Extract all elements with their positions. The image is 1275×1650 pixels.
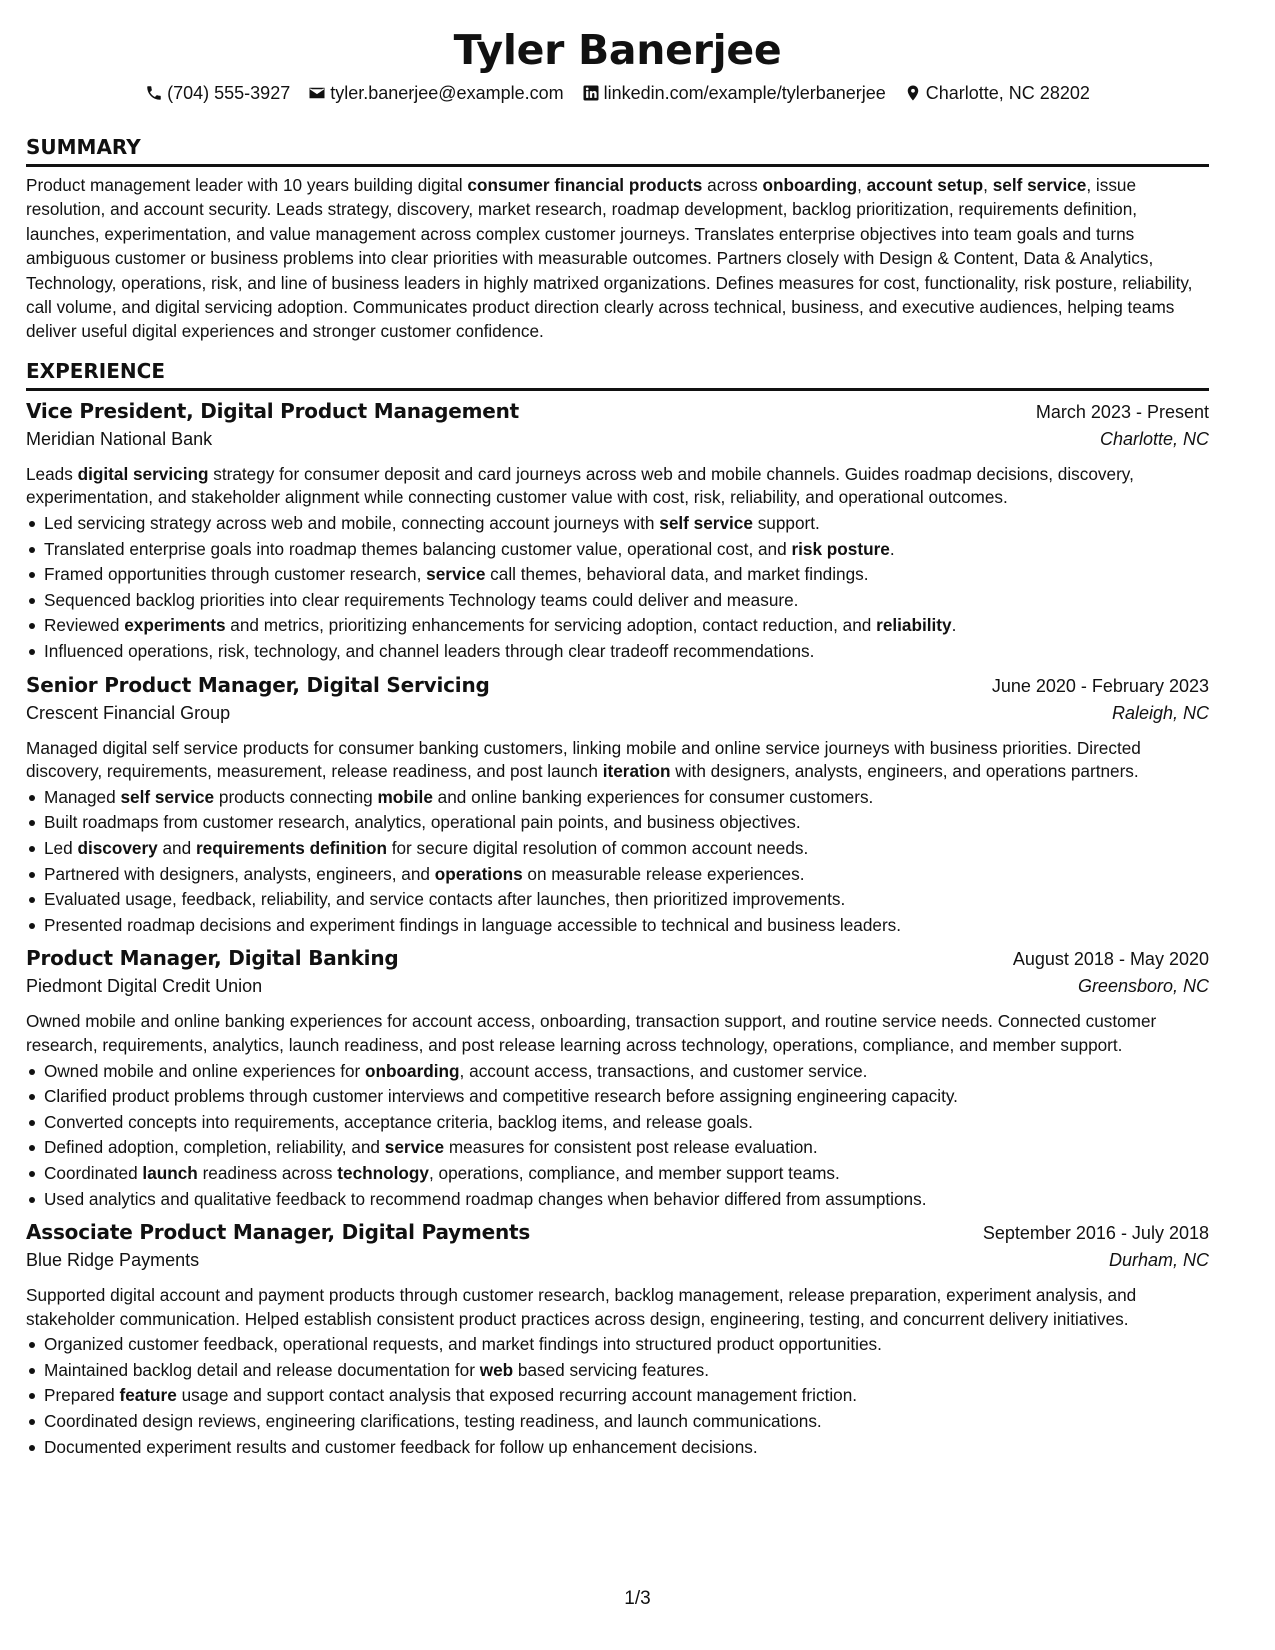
job-header <box>26 673 1209 703</box>
text-run: Managed <box>44 786 121 807</box>
text-run: Framed opportunities through customer research, <box>44 564 427 585</box>
job-company: Blue Ridge Payments <box>26 1250 200 1271</box>
text-run: Influenced operations, risk, technology, and channel leaders through clear tradeoff recommendations. <box>44 641 815 661</box>
text-run: Translated enterprise goals into roadmap themes balancing customer value, operational cost, and <box>44 538 792 559</box>
text-run: Owned mobile and online banking experiences for account access, onboarding, transaction support, and routine service needs. Connected customer research, requirements, analytics, launch readiness, and post release learning across technology, operations, compliance, and member support. <box>26 1011 1157 1055</box>
contact-location <box>904 83 1090 104</box>
text-run: , <box>983 175 993 195</box>
text-run: Maintained backlog detail and release documentation for <box>44 1359 480 1380</box>
bold-keyword: requirements definition <box>195 837 387 858</box>
text-run: Prepared <box>44 1385 120 1406</box>
bold-keyword: experiments <box>124 615 226 636</box>
job-location: Raleigh, NC <box>1111 702 1209 723</box>
text-run: Partnered with designers, analysts, engineers, and <box>44 863 435 884</box>
bold-keyword: launch <box>142 1162 198 1183</box>
job-description <box>26 463 1209 510</box>
bold-keyword: feature <box>119 1385 177 1406</box>
job-dates: September 2016 - July 2018 <box>982 1223 1209 1244</box>
text-run: for secure digital resolution of common account needs. <box>386 837 809 858</box>
text-run: Coordinated <box>44 1162 143 1183</box>
job-bullet <box>26 1383 1209 1409</box>
experience-section <box>26 358 1209 1460</box>
job-company: Crescent Financial Group <box>26 702 231 723</box>
text-run: , <box>857 175 867 195</box>
job-bullet-list <box>26 785 1209 939</box>
job-entry <box>26 673 1209 939</box>
contact-bar <box>26 78 1209 108</box>
job-dates: June 2020 - February 2023 <box>991 675 1209 696</box>
job-entry <box>26 1220 1209 1460</box>
text-run: Product management leader with 10 years building digital <box>26 175 468 195</box>
job-title: Senior Product Manager, Digital Servicing <box>26 672 490 697</box>
envelope-icon <box>308 84 326 102</box>
job-bullet <box>26 1161 1209 1187</box>
text-run: . <box>889 538 895 559</box>
job-bullet <box>26 588 1209 614</box>
candidate-name: Tyler Banerjee <box>453 26 782 74</box>
bold-keyword: service <box>426 564 486 585</box>
text-run: support. <box>752 513 820 534</box>
section-title-experience: EXPERIENCE <box>26 358 1209 391</box>
text-run: Led <box>44 837 78 858</box>
bold-keyword: onboarding <box>365 1060 460 1081</box>
email-link[interactable]: tyler.banerjee@example.com <box>330 82 564 103</box>
bold-keyword: self service <box>659 513 753 534</box>
job-list <box>26 399 1209 1460</box>
text-run: , operations, compliance, and member support teams. <box>428 1162 840 1183</box>
text-run: Managed digital self service products for consumer banking customers, linking mobile and online service journeys with business priorities. Directed discovery, requirements, measurement, release readiness, and post launch <box>26 737 1141 782</box>
bold-keyword: mobile <box>377 786 433 807</box>
job-title: Vice President, Digital Product Management <box>26 398 519 423</box>
job-subheader <box>26 429 1209 459</box>
summary-section <box>26 134 1209 344</box>
text-run: on measurable release experiences. <box>522 863 805 884</box>
text-run: Leads <box>26 463 78 484</box>
job-bullet <box>26 1110 1209 1136</box>
text-run: Sequenced backlog priorities into clear requirements Technology teams could deliver and measure. <box>44 589 799 610</box>
bold-keyword: iteration <box>602 761 671 782</box>
contact-linkedin[interactable] <box>582 83 886 104</box>
text-run: call themes, behavioral data, and market findings. <box>485 564 869 585</box>
job-bullet <box>26 511 1209 537</box>
text-run: Documented experiment results and customer feedback for follow up enhancement decisions. <box>44 1436 758 1457</box>
job-bullet-list <box>26 511 1209 665</box>
job-entry <box>26 399 1209 665</box>
job-location: Charlotte, NC <box>1099 428 1209 449</box>
text-run: and <box>157 837 196 858</box>
text-run: readiness across <box>197 1162 338 1183</box>
text-run: usage and support contact analysis that exposed recurring account management friction. <box>176 1385 858 1406</box>
text-run: Led servicing strategy across web and mobile, connecting account journeys with <box>44 513 660 534</box>
text-run: measures for consistent post release evaluation. <box>444 1137 818 1158</box>
text-run: Supported digital account and payment products through customer research, backlog management, release preparation, experiment analysis, and stakeholder communication. Helped establish consistent product practices across design, engineering, testing, and concurrent delivery initiatives. <box>26 1285 1137 1329</box>
job-location: Greensboro, NC <box>1077 976 1209 997</box>
text-run: and metrics, prioritizing enhancements for servicing adoption, contact reduction, and <box>225 615 877 636</box>
text-run: Coordinated design reviews, engineering clarifications, testing readiness, and launch communications. <box>44 1411 822 1432</box>
text-run: Used analytics and qualitative feedback to recommend roadmap changes when behavior differed from assumptions. <box>44 1188 927 1209</box>
map-pin-icon <box>904 84 922 102</box>
phone-icon <box>145 84 163 102</box>
job-bullet <box>26 785 1209 811</box>
job-entry <box>26 946 1209 1212</box>
job-bullet <box>26 913 1209 939</box>
text-run: Organized customer feedback, operational requests, and market findings into structured product opportunities. <box>44 1334 882 1355</box>
job-bullet-list <box>26 1332 1209 1460</box>
job-bullet <box>26 562 1209 588</box>
text-run: products connecting <box>214 786 378 807</box>
summary-text <box>26 173 1209 344</box>
job-description <box>26 1284 1209 1331</box>
linkedin-icon <box>582 84 600 102</box>
text-run: , issue resolution, and account security. Leads strategy, discovery, market research, roadmap development, backlog prioritization, requirements definition, launches, experimentation, and value management across complex customer journeys. Translates enterprise objectives into team goals and turns ambiguous customer or business problems into clear priorities with measurable outcomes. Partners closely with Design & Content, Data & Analytics, Technology, operations, risk, and line of business leaders in highly matrixed organizations. Defines measures for cost, functionality, risk posture, reliability, call volume, and digital servicing adoption. Communicates product direction clearly across technical, business, and executive audiences, helping teams deliver useful digital experiences and stronger customer confidence. <box>26 175 1193 342</box>
bold-keyword: service <box>384 1137 445 1158</box>
section-title-summary: SUMMARY <box>26 134 1209 167</box>
job-subheader <box>26 703 1209 733</box>
job-description <box>26 737 1209 784</box>
job-bullet <box>26 613 1209 639</box>
text-run: strategy for consumer deposit and card journeys across web and mobile channels. Guides roadmap decisions, discovery, experimentation, and stakeholder alignment while connecting customer value with cost, risk, reliability, and operational outcomes. <box>26 463 1134 508</box>
job-title: Associate Product Manager, Digital Payments <box>26 1220 531 1245</box>
text-run: based servicing features. <box>513 1359 709 1380</box>
text-run: Defined adoption, completion, reliability, and <box>44 1137 385 1158</box>
job-bullet <box>26 862 1209 888</box>
text-run: Converted concepts into requirements, acceptance criteria, backlog items, and release goals. <box>44 1111 753 1132</box>
bold-keyword: risk posture <box>791 538 890 559</box>
job-bullet <box>26 1059 1209 1085</box>
job-bullet <box>26 1135 1209 1161</box>
job-location: Durham, NC <box>1108 1250 1209 1271</box>
text-run: , account access, transactions, and customer service. <box>459 1060 868 1081</box>
text-run: Reviewed <box>44 615 125 636</box>
job-bullet <box>26 887 1209 913</box>
job-bullet <box>26 836 1209 862</box>
job-bullet <box>26 1332 1209 1358</box>
job-dates: August 2018 - May 2020 <box>1012 949 1209 970</box>
bold-keyword: digital servicing <box>77 463 209 484</box>
text-run: Presented roadmap decisions and experiment findings in language accessible to technical and business leaders. <box>44 914 902 935</box>
job-header <box>26 946 1209 976</box>
job-subheader <box>26 976 1209 1006</box>
bold-keyword: discovery <box>77 837 158 858</box>
job-title: Product Manager, Digital Banking <box>26 946 399 971</box>
job-company: Meridian National Bank <box>26 428 213 449</box>
bold-keyword: consumer financial products <box>467 175 703 195</box>
bold-keyword: self service <box>992 175 1087 195</box>
job-company: Piedmont Digital Credit Union <box>26 976 263 997</box>
job-bullet <box>26 1084 1209 1110</box>
job-bullet-list <box>26 1059 1209 1213</box>
contact-email[interactable] <box>308 83 563 104</box>
text-run: Clarified product problems through customer interviews and competitive research before assigning engineering capacity. <box>44 1086 958 1107</box>
bold-keyword: web <box>479 1359 514 1380</box>
page-number: 1/3 <box>624 1588 651 1609</box>
job-bullet <box>26 1435 1209 1461</box>
phone-text: (704) 555-3927 <box>167 82 291 103</box>
text-run: Evaluated usage, feedback, reliability, and service contacts after launches, then prioritized improvements. <box>44 889 846 910</box>
text-run: across <box>702 175 763 195</box>
text-run: Owned mobile and online experiences for <box>44 1060 366 1081</box>
job-bullet <box>26 1409 1209 1435</box>
text-run: . <box>951 615 957 636</box>
bold-keyword: self service <box>120 786 215 807</box>
job-bullet <box>26 1358 1209 1384</box>
bold-keyword: reliability <box>876 615 952 636</box>
bold-keyword: account setup <box>866 175 984 195</box>
text-run: and online banking experiences for consumer customers. <box>432 786 874 807</box>
job-bullet <box>26 1187 1209 1213</box>
job-header <box>26 1220 1209 1250</box>
job-bullet <box>26 537 1209 563</box>
job-dates: March 2023 - Present <box>1035 401 1209 422</box>
bold-keyword: onboarding <box>762 175 858 195</box>
job-header <box>26 399 1209 429</box>
job-subheader <box>26 1250 1209 1280</box>
location-text: Charlotte, NC 28202 <box>925 82 1090 103</box>
bold-keyword: operations <box>434 863 523 884</box>
text-run: with designers, analysts, engineers, and operations partners. <box>670 761 1139 782</box>
bold-keyword: technology <box>337 1162 429 1183</box>
linkedin-link[interactable]: linkedin.com/example/tylerbanerjee <box>603 82 886 103</box>
contact-phone <box>145 83 290 104</box>
text-run: Built roadmaps from customer research, analytics, operational pain points, and business objectives. <box>44 812 801 833</box>
job-bullet <box>26 639 1209 665</box>
job-bullet <box>26 810 1209 836</box>
job-description <box>26 1010 1209 1057</box>
